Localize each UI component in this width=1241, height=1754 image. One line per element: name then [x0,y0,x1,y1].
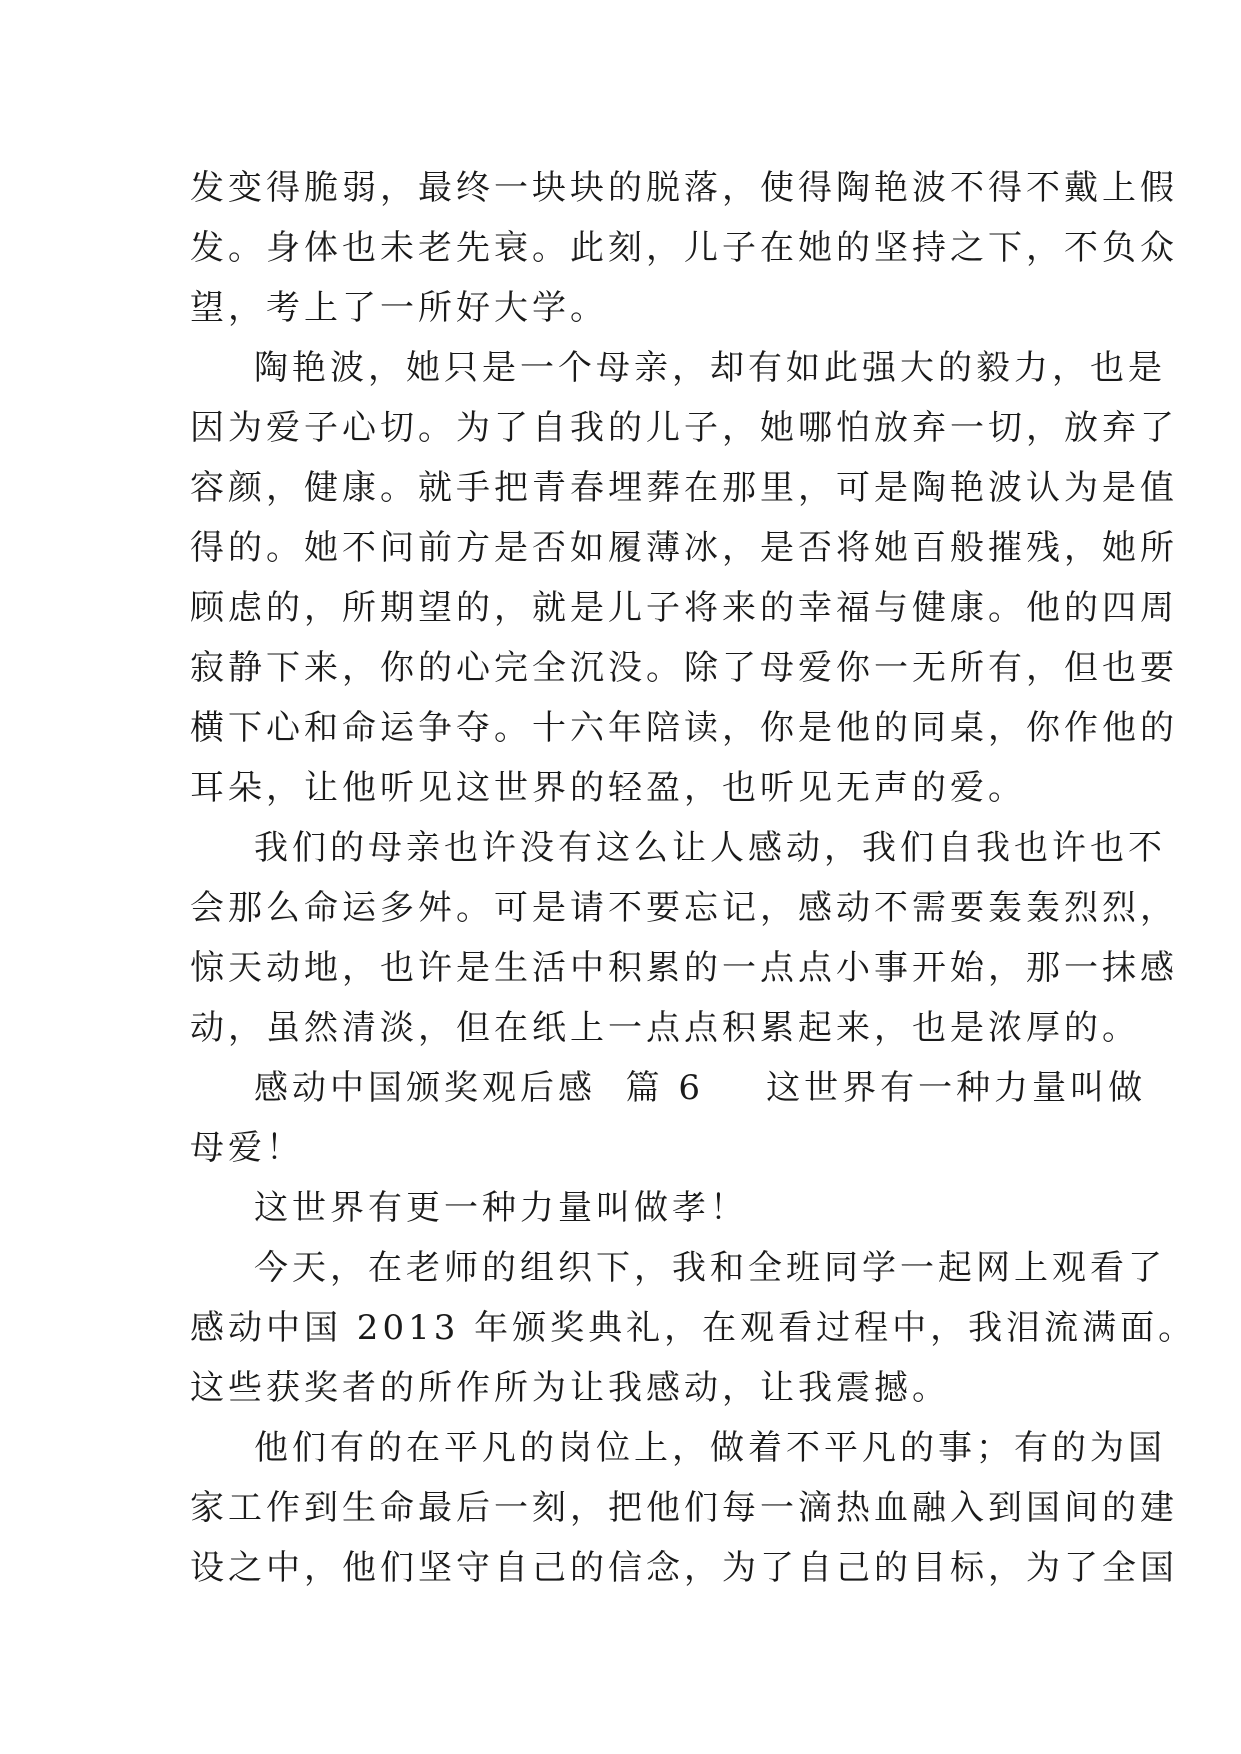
section-heading-line [190,1058,1147,1118]
text-line: 寂静下来，你的心完全沉没。除了母爱你一无所有，但也要 [190,648,1178,688]
text-line: 这些获奖者的所作所为让我感动，让我震撼。 [190,1368,950,1408]
text-line: 这世界有更一种力量叫做孝！ [254,1188,748,1228]
document-body [190,158,1197,1598]
text-line: 家工作到生命最后一刻，把他们每一滴热血融入到国间的建 [190,1488,1178,1528]
text-line: 因为爱子心切。为了自我的儿子，她哪怕放弃一切，放弃了 [190,408,1178,448]
text-line: 容颜，健康。就手把青春埋葬在那里，可是陶艳波认为是值 [190,468,1178,508]
text-line: 感动中国 2013 年颁奖典礼，在观看过程中，我泪流满面。 [190,1308,1197,1348]
text-line: 发变得脆弱，最终一块块的脱落，使得陶艳波不得不戴上假 [190,168,1178,208]
paragraph [190,1238,1197,1418]
text-line: 设之中，他们坚守自己的信念，为了自己的目标，为了全国 [190,1548,1178,1588]
text-line: 惊天动地，也许是生活中积累的一点点小事开始，那一抹感 [190,948,1178,988]
text-line: 我们的母亲也许没有这么让人感动，我们自我也许也不 [254,828,1166,868]
paragraph [190,1418,1178,1598]
section-first-line-text: 这世界有一种力量叫做 [766,1068,1147,1108]
text-line: 顾虑的，所期望的，就是儿子将来的幸福与健康。他的四周 [190,588,1178,628]
text-line: 他们有的在平凡的岗位上，做着不平凡的事；有的为国 [254,1428,1166,1468]
paragraph [190,1178,1058,1238]
paragraph [190,158,1178,338]
text-line: 今天，在老师的组织下，我和全班同学一起网上观看了 [254,1248,1166,1288]
text-line: 发。身体也未老先衰。此刻，儿子在她的坚持之下，不负众 [190,228,1178,268]
section-title: 感动中国颁奖观后感 [254,1068,596,1108]
text-line: 耳朵，让他听见这世界的轻盈，也听见无声的爱。 [190,768,1026,808]
text-line: 母爱！ [190,1128,304,1168]
text-line: 动，虽然清淡，但在纸上一点点积累起来，也是浓厚的。 [190,1008,1140,1048]
text-line: 陶艳波，她只是一个母亲，却有如此强大的毅力，也是 [254,348,1166,388]
text-line: 望，考上了一所好大学。 [190,288,608,328]
text-line: 会那么命运多舛。可是请不要忘记，感动不需要轰轰烈烈， [190,888,1178,928]
section-number: 篇 6 [625,1068,705,1108]
text-line: 得的。她不问前方是否如履薄冰，是否将她百般摧残，她所 [190,528,1178,568]
paragraph [190,338,1178,818]
section-heading [190,1058,1147,1178]
text-line: 横下心和命运争夺。十六年陪读，你是他的同桌，你作他的 [190,708,1178,748]
paragraph [190,818,1178,1058]
